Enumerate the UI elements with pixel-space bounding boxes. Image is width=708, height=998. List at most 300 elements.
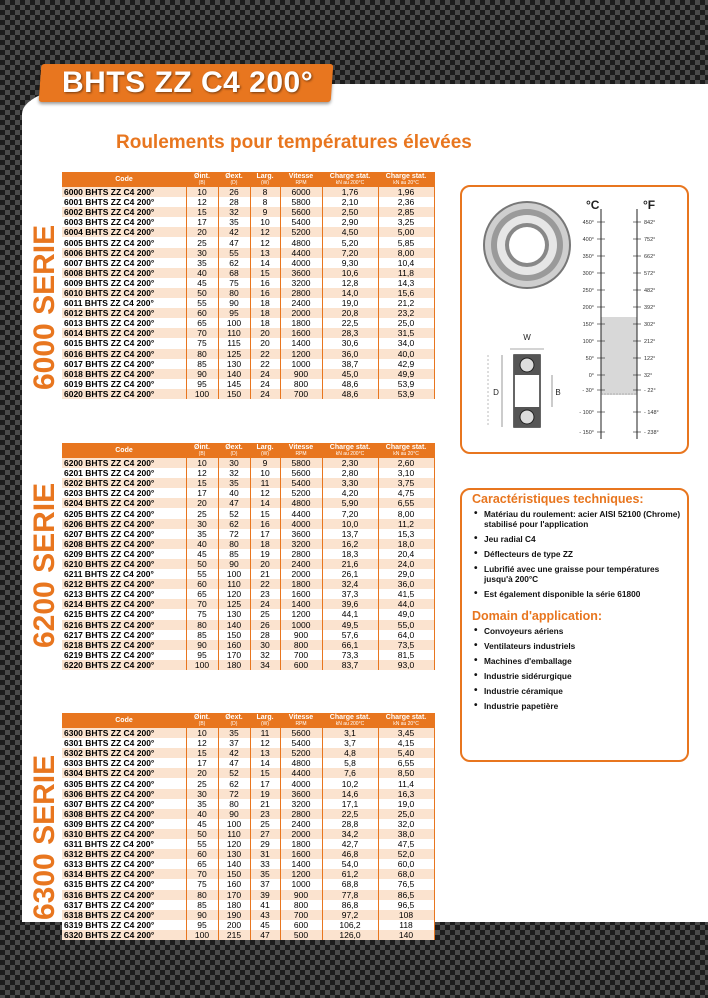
table-row — [62, 207, 434, 217]
bearing-code-cell: 6012 BHTS ZZ C4 200° — [62, 308, 186, 318]
bearing-code-cell: 6020 BHTS ZZ C4 200° — [62, 389, 186, 399]
value-cell: 90 — [218, 559, 250, 569]
serie-label-6300: 6300 SERIE — [28, 754, 61, 920]
value-cell: 11,4 — [378, 778, 434, 788]
column-header — [62, 713, 186, 728]
value-cell: 73,3 — [322, 650, 378, 660]
value-cell: 83,7 — [322, 660, 378, 670]
value-cell: 1000 — [280, 620, 322, 630]
value-cell: 35 — [218, 217, 250, 227]
value-cell: 30 — [250, 640, 280, 650]
value-cell: 106,2 — [322, 920, 378, 930]
bearing-code-cell: 6304 BHTS ZZ C4 200° — [62, 768, 186, 778]
value-cell: 36,0 — [378, 579, 434, 589]
value-cell: 46,8 — [322, 849, 378, 859]
bearing-code-cell: 6212 BHTS ZZ C4 200° — [62, 579, 186, 589]
value-cell: 53,9 — [378, 389, 434, 399]
column-header-unit: (W) — [260, 451, 270, 457]
bearing-code-cell: 6207 BHTS ZZ C4 200° — [62, 529, 186, 539]
value-cell: 600 — [280, 920, 322, 930]
value-cell: 5800 — [280, 197, 322, 207]
value-cell: 900 — [280, 630, 322, 640]
table-6000-serie — [62, 172, 435, 399]
column-header — [322, 172, 378, 187]
value-cell: 10 — [186, 187, 218, 197]
column-header — [280, 443, 322, 458]
value-cell: 150 — [218, 389, 250, 399]
value-cell: 85 — [186, 630, 218, 640]
table-header-row — [62, 443, 434, 458]
value-cell: 20,4 — [378, 549, 434, 559]
column-header-unit: RPM — [295, 721, 307, 727]
value-cell: 5,8 — [322, 758, 378, 768]
bearing-code-cell: 6303 BHTS ZZ C4 200° — [62, 758, 186, 768]
column-header-unit: kN au 20°C — [393, 451, 419, 457]
column-header — [378, 172, 434, 187]
bearing-code-cell: 6007 BHTS ZZ C4 200° — [62, 258, 186, 268]
value-cell: 19,0 — [322, 298, 378, 308]
value-cell: 12 — [186, 468, 218, 478]
value-cell: 23,2 — [378, 308, 434, 318]
value-cell: 1600 — [280, 589, 322, 599]
value-cell: 110 — [218, 579, 250, 589]
value-cell: 26,1 — [322, 569, 378, 579]
value-cell: 2,50 — [322, 207, 378, 217]
value-cell: 190 — [218, 910, 250, 920]
value-cell: 14 — [250, 258, 280, 268]
table-row — [62, 890, 434, 900]
bearing-code-cell: 6016 BHTS ZZ C4 200° — [62, 349, 186, 359]
tech-title: Caractéristiques techniques: — [472, 492, 644, 506]
value-cell: 73,5 — [378, 640, 434, 650]
value-cell: 18 — [250, 308, 280, 318]
column-header-unit: kN au 20°C — [393, 180, 419, 186]
bearing-code-cell: 6308 BHTS ZZ C4 200° — [62, 809, 186, 819]
value-cell: 800 — [280, 640, 322, 650]
value-cell: 1200 — [280, 349, 322, 359]
column-header — [322, 443, 378, 458]
table-row — [62, 789, 434, 799]
value-cell: 49,9 — [378, 369, 434, 379]
value-cell: 35 — [186, 529, 218, 539]
value-cell: 22 — [250, 349, 280, 359]
table-row — [62, 278, 434, 288]
value-cell: 11,2 — [378, 519, 434, 529]
value-cell: 24 — [250, 379, 280, 389]
value-cell: 180 — [218, 900, 250, 910]
bearing-code-cell: 6320 BHTS ZZ C4 200° — [62, 930, 186, 940]
table-row — [62, 248, 434, 258]
value-cell: 17 — [186, 217, 218, 227]
table-row — [62, 630, 434, 640]
value-cell: 10,6 — [322, 268, 378, 278]
value-cell: 15,6 — [378, 288, 434, 298]
table-row — [62, 508, 434, 518]
value-cell: 4400 — [280, 768, 322, 778]
value-cell: 25 — [186, 237, 218, 247]
fahrenheit-label: - 238° — [644, 430, 659, 436]
value-cell: 25,0 — [378, 809, 434, 819]
value-cell: 80 — [218, 539, 250, 549]
value-cell: 9 — [250, 458, 280, 468]
column-header-unit: (B) — [198, 180, 206, 186]
bearing-code-cell: 6302 BHTS ZZ C4 200° — [62, 748, 186, 758]
value-cell: 64,0 — [378, 630, 434, 640]
bearing-code-cell: 6201 BHTS ZZ C4 200° — [62, 468, 186, 478]
bearing-code-cell: 6208 BHTS ZZ C4 200° — [62, 539, 186, 549]
value-cell: 2,85 — [378, 207, 434, 217]
value-cell: 19,0 — [378, 799, 434, 809]
celsius-label: 300° — [582, 271, 594, 277]
value-cell: 90 — [218, 809, 250, 819]
value-cell: 140 — [218, 859, 250, 869]
value-cell: 44,1 — [322, 609, 378, 619]
value-cell: 160 — [218, 640, 250, 650]
value-cell: 45,0 — [322, 369, 378, 379]
value-cell: 28 — [250, 630, 280, 640]
column-header — [378, 443, 434, 458]
table-row — [62, 468, 434, 478]
domain-item: • Ventilateurs industriels — [474, 641, 687, 651]
value-cell: 50 — [186, 559, 218, 569]
value-cell: 75 — [218, 278, 250, 288]
value-cell: 30 — [186, 248, 218, 258]
value-cell: 97,2 — [322, 910, 378, 920]
value-cell: 23 — [250, 809, 280, 819]
domain-item: • Industrie céramique — [474, 686, 687, 696]
value-cell: 47 — [218, 758, 250, 768]
column-header-label: Øint. — [194, 714, 210, 721]
celsius-label: - 150° — [579, 430, 594, 436]
value-cell: 4000 — [280, 778, 322, 788]
bearing-code-cell: 6220 BHTS ZZ C4 200° — [62, 660, 186, 670]
value-cell: 5200 — [280, 227, 322, 237]
value-cell: 95 — [218, 308, 250, 318]
value-cell: 600 — [280, 660, 322, 670]
value-cell: 11 — [250, 478, 280, 488]
value-cell: 21,2 — [378, 298, 434, 308]
value-cell: 75 — [186, 609, 218, 619]
value-cell: 8 — [250, 197, 280, 207]
table-row — [62, 569, 434, 579]
value-cell: 3600 — [280, 529, 322, 539]
value-cell: 900 — [280, 369, 322, 379]
value-cell: 16 — [250, 288, 280, 298]
value-cell: 10 — [186, 728, 218, 738]
table-row — [62, 809, 434, 819]
column-header — [218, 172, 250, 187]
value-cell: 13 — [250, 248, 280, 258]
value-cell: 39 — [250, 890, 280, 900]
value-cell: 5400 — [280, 738, 322, 748]
bearing-code-cell: 6200 BHTS ZZ C4 200° — [62, 458, 186, 468]
value-cell: 55 — [186, 569, 218, 579]
value-cell: 8,00 — [378, 508, 434, 518]
value-cell: 3,75 — [378, 478, 434, 488]
value-cell: 75 — [186, 338, 218, 348]
tech-list — [462, 509, 687, 599]
table-6200-serie — [62, 443, 435, 670]
value-cell: 90 — [218, 298, 250, 308]
value-cell: 12 — [186, 197, 218, 207]
value-cell: 120 — [218, 589, 250, 599]
value-cell: 37 — [218, 738, 250, 748]
value-cell: 20 — [250, 559, 280, 569]
value-cell: 4400 — [280, 248, 322, 258]
column-header-label: Øext. — [225, 173, 243, 180]
table-row — [62, 799, 434, 809]
value-cell: 5200 — [280, 748, 322, 758]
celsius-label: 50° — [585, 356, 594, 362]
value-cell: 5400 — [280, 478, 322, 488]
value-cell: 4,20 — [322, 488, 378, 498]
value-cell: 1400 — [280, 338, 322, 348]
column-header — [186, 172, 218, 187]
table-row — [62, 589, 434, 599]
value-cell: 80 — [218, 288, 250, 298]
value-cell: 140 — [378, 930, 434, 940]
fahrenheit-label: 122° — [644, 356, 656, 362]
bearing-code-cell: 6017 BHTS ZZ C4 200° — [62, 359, 186, 369]
value-cell: 30 — [186, 519, 218, 529]
bearing-code-cell: 6013 BHTS ZZ C4 200° — [62, 318, 186, 328]
table-row — [62, 650, 434, 660]
value-cell: 130 — [218, 609, 250, 619]
value-cell: 26 — [250, 620, 280, 630]
value-cell: 17,1 — [322, 799, 378, 809]
value-cell: 2000 — [280, 829, 322, 839]
table-row — [62, 227, 434, 237]
value-cell: 85 — [218, 549, 250, 559]
value-cell: 2800 — [280, 549, 322, 559]
column-header-label: Charge stat. — [385, 714, 427, 721]
value-cell: 118 — [378, 920, 434, 930]
value-cell: 34 — [250, 660, 280, 670]
value-cell: 100 — [218, 819, 250, 829]
tech-item: • Jeu radial C4 — [474, 534, 687, 544]
value-cell: 4800 — [280, 237, 322, 247]
value-cell: 126,0 — [322, 930, 378, 940]
value-cell: 14 — [250, 498, 280, 508]
tech-item: • Est également disponible la série 61800 — [474, 589, 687, 599]
bearing-code-cell: 6312 BHTS ZZ C4 200° — [62, 849, 186, 859]
column-header-label: Vitesse — [288, 173, 314, 180]
value-cell: 85 — [186, 359, 218, 369]
fahrenheit-label: 572° — [644, 271, 656, 277]
value-cell: 2400 — [280, 298, 322, 308]
value-cell: 32 — [218, 468, 250, 478]
table-row — [62, 930, 434, 940]
table-row — [62, 819, 434, 829]
value-cell: 1400 — [280, 859, 322, 869]
table-row — [62, 539, 434, 549]
column-header-unit: (B) — [198, 451, 206, 457]
value-cell: 5200 — [280, 488, 322, 498]
value-cell: 700 — [280, 389, 322, 399]
column-header-label: Øext. — [225, 714, 243, 721]
value-cell: 3,25 — [378, 217, 434, 227]
fahrenheit-label: 302° — [644, 322, 656, 328]
bearing-code-cell: 6300 BHTS ZZ C4 200° — [62, 728, 186, 738]
value-cell: 1200 — [280, 609, 322, 619]
column-header — [250, 443, 280, 458]
celsius-label: 450° — [582, 220, 594, 226]
celsius-label: - 30° — [582, 388, 594, 394]
value-cell: 13 — [250, 748, 280, 758]
value-cell: 100 — [218, 318, 250, 328]
value-cell: 14,0 — [322, 288, 378, 298]
value-cell: 27 — [250, 829, 280, 839]
value-cell: 1800 — [280, 318, 322, 328]
value-cell: 50 — [186, 288, 218, 298]
value-cell: 40 — [218, 488, 250, 498]
value-cell: 700 — [280, 910, 322, 920]
value-cell: 3200 — [280, 539, 322, 549]
value-cell: 36,0 — [322, 349, 378, 359]
value-cell: 93,0 — [378, 660, 434, 670]
fahrenheit-unit: °F — [643, 198, 656, 212]
value-cell: 70 — [186, 328, 218, 338]
value-cell: 2400 — [280, 819, 322, 829]
table-row — [62, 478, 434, 488]
value-cell: 25 — [250, 819, 280, 829]
value-cell: 10 — [250, 217, 280, 227]
column-header-label: Charge stat. — [385, 444, 427, 451]
column-header-label: Vitesse — [288, 714, 314, 721]
bearing-code-cell: 6313 BHTS ZZ C4 200° — [62, 859, 186, 869]
value-cell: 18 — [250, 539, 280, 549]
value-cell: 49,5 — [322, 620, 378, 630]
fahrenheit-label: 212° — [644, 339, 656, 345]
value-cell: 18 — [250, 298, 280, 308]
value-cell: 22,5 — [322, 809, 378, 819]
value-cell: 35 — [250, 869, 280, 879]
dim-d-label: D — [493, 388, 499, 397]
value-cell: 20 — [186, 227, 218, 237]
column-header-label: Code — [115, 717, 133, 724]
value-cell: 14,6 — [322, 789, 378, 799]
domain-list — [462, 626, 687, 711]
value-cell: 90 — [186, 369, 218, 379]
column-header-unit: RPM — [295, 451, 307, 457]
value-cell: 62 — [218, 519, 250, 529]
value-cell: 28,3 — [322, 328, 378, 338]
value-cell: 20 — [250, 338, 280, 348]
value-cell: 35 — [186, 258, 218, 268]
value-cell: 110 — [218, 829, 250, 839]
value-cell: 57,6 — [322, 630, 378, 640]
value-cell: 17 — [186, 488, 218, 498]
table-row — [62, 910, 434, 920]
value-cell: 16 — [250, 519, 280, 529]
value-cell: 3,10 — [378, 468, 434, 478]
value-cell: 30 — [218, 458, 250, 468]
table-row — [62, 900, 434, 910]
value-cell: 60,0 — [378, 859, 434, 869]
table-row — [62, 519, 434, 529]
value-cell: 8,50 — [378, 768, 434, 778]
value-cell: 55 — [186, 298, 218, 308]
column-header-label: Larg. — [256, 714, 274, 721]
value-cell: 5,40 — [378, 748, 434, 758]
value-cell: 11 — [250, 728, 280, 738]
value-cell: 110 — [218, 328, 250, 338]
value-cell: 108 — [378, 910, 434, 920]
value-cell: 55 — [218, 248, 250, 258]
value-cell: 10,0 — [322, 519, 378, 529]
value-cell: 6000 — [280, 187, 322, 197]
value-cell: 19 — [250, 549, 280, 559]
value-cell: 18,0 — [378, 539, 434, 549]
table-row — [62, 288, 434, 298]
value-cell: 1800 — [280, 579, 322, 589]
value-cell: 8,00 — [378, 248, 434, 258]
bearing-code-cell: 6216 BHTS ZZ C4 200° — [62, 620, 186, 630]
column-header — [218, 713, 250, 728]
value-cell: 72 — [218, 529, 250, 539]
column-header-unit: (D) — [230, 180, 238, 186]
table-row — [62, 920, 434, 930]
bearing-code-cell: 6206 BHTS ZZ C4 200° — [62, 519, 186, 529]
value-cell: 48,6 — [322, 379, 378, 389]
table-row — [62, 879, 434, 889]
value-cell: 20 — [250, 328, 280, 338]
temperature-scale — [601, 209, 637, 439]
value-cell: 7,6 — [322, 768, 378, 778]
value-cell: 40,0 — [378, 349, 434, 359]
value-cell: 40 — [186, 268, 218, 278]
value-cell: 150 — [218, 630, 250, 640]
table-row — [62, 349, 434, 359]
value-cell: 86,5 — [378, 890, 434, 900]
value-cell: 60 — [186, 579, 218, 589]
page-subtitle: Roulements pour températures élevées — [116, 132, 472, 153]
column-header — [62, 172, 186, 187]
value-cell: 170 — [218, 650, 250, 660]
value-cell: 140 — [218, 620, 250, 630]
bearing-code-cell: 6316 BHTS ZZ C4 200° — [62, 890, 186, 900]
column-header — [250, 172, 280, 187]
value-cell: 70 — [186, 599, 218, 609]
value-cell: 1000 — [280, 879, 322, 889]
value-cell: 41,5 — [378, 589, 434, 599]
value-cell: 35 — [218, 728, 250, 738]
table-row — [62, 728, 434, 738]
table-row — [62, 328, 434, 338]
celsius-label: 350° — [582, 254, 594, 260]
column-header-label: Øint. — [194, 173, 210, 180]
value-cell: 2,80 — [322, 468, 378, 478]
value-cell: 4,8 — [322, 748, 378, 758]
table-row — [62, 298, 434, 308]
table-6300-serie — [62, 713, 435, 940]
value-cell: 140 — [218, 369, 250, 379]
value-cell: 52 — [218, 768, 250, 778]
value-cell: 32 — [250, 650, 280, 660]
value-cell: 4800 — [280, 758, 322, 768]
value-cell: 900 — [280, 890, 322, 900]
value-cell: 6,55 — [378, 758, 434, 768]
value-cell: 115 — [218, 338, 250, 348]
value-cell: 37 — [250, 879, 280, 889]
value-cell: 25 — [186, 778, 218, 788]
table-row — [62, 829, 434, 839]
fahrenheit-label: 662° — [644, 254, 656, 260]
value-cell: 33 — [250, 859, 280, 869]
bearing-code-cell: 6004 BHTS ZZ C4 200° — [62, 227, 186, 237]
table-row — [62, 768, 434, 778]
dim-b-label: B — [555, 388, 561, 397]
